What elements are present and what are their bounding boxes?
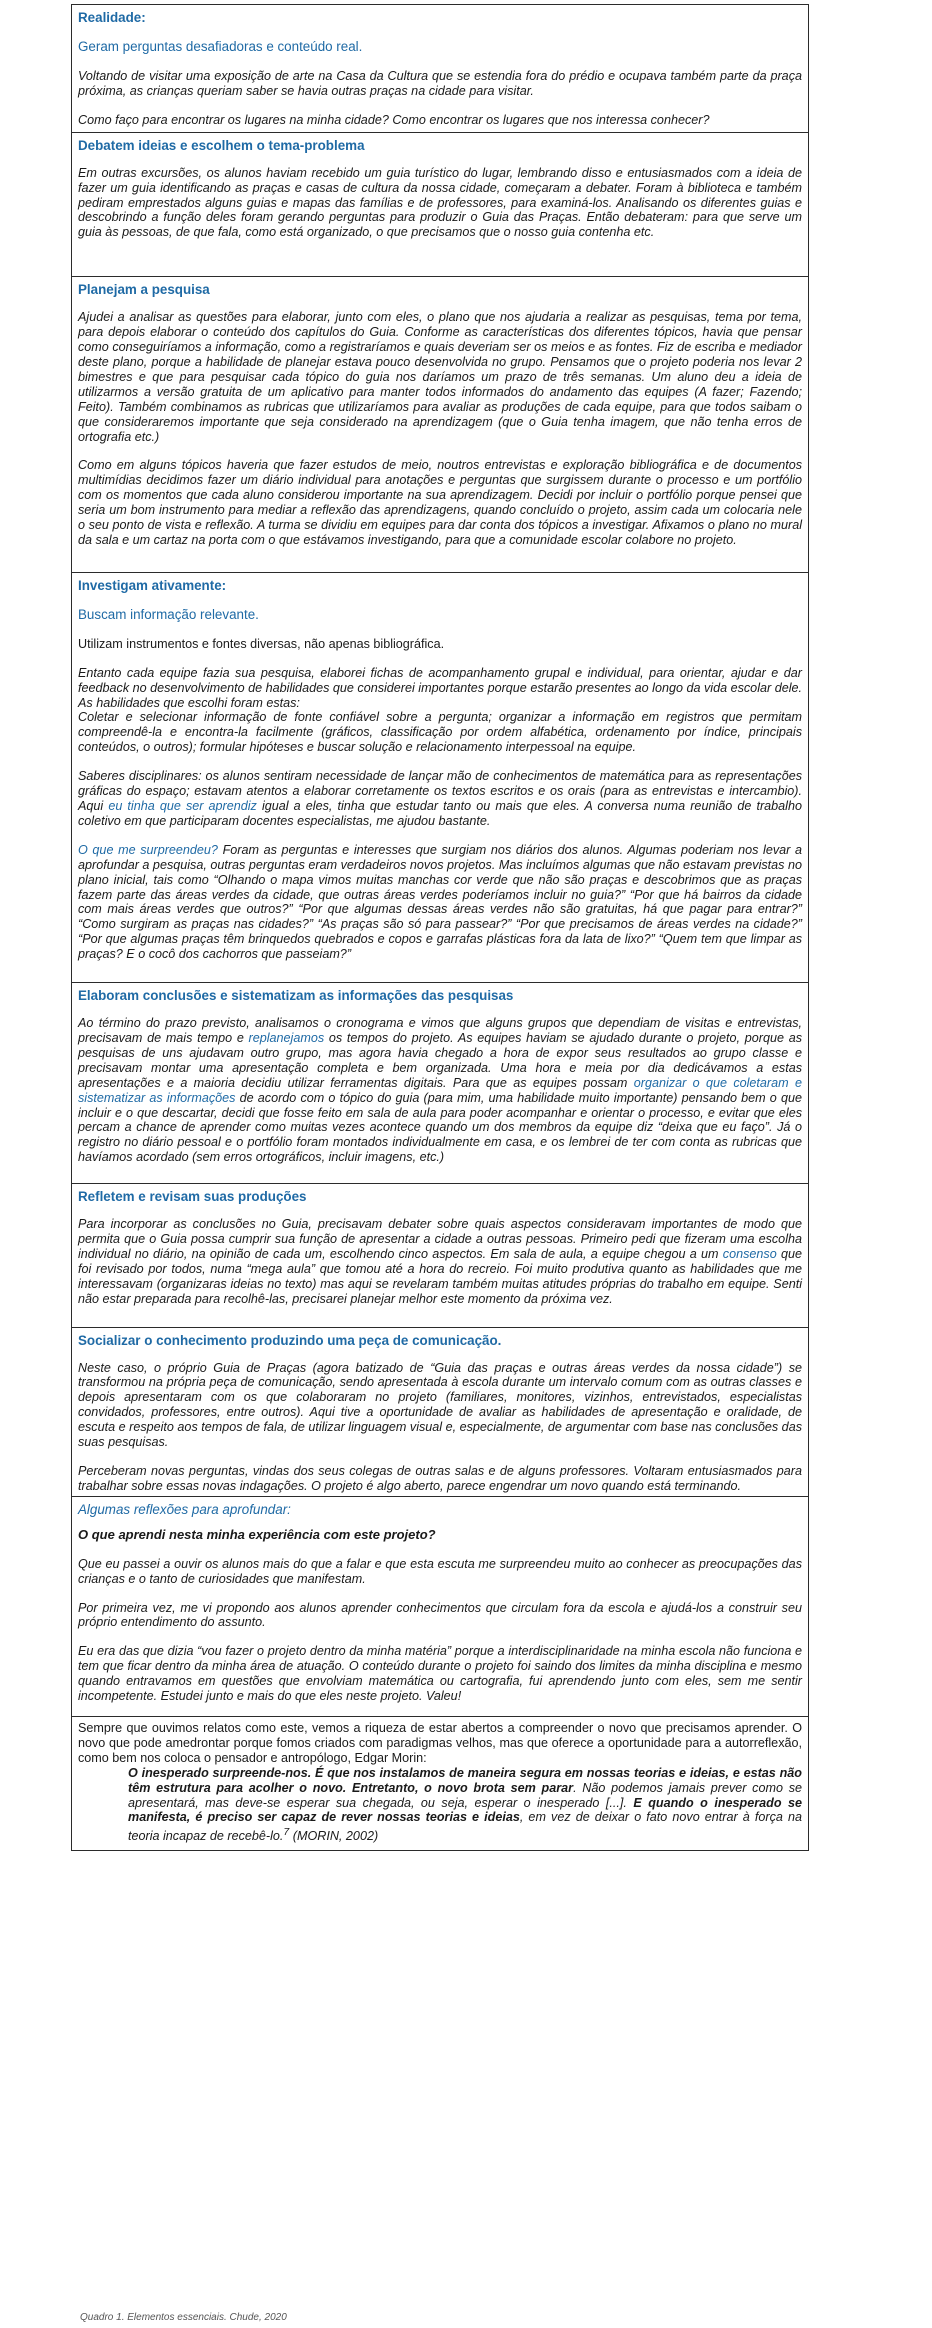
footnote-marker: 7 (283, 1826, 290, 1839)
paragraph: Que eu passei a ouvir os alunos mais do que a falar e que esta escuta me surpreendeu muito ao conhecer as preocupações das crianças e o tanto de curiosidades que manifestam. (78, 1556, 802, 1586)
paragraph: Neste caso, o próprio Guia de Praças (agora batizado de “Guia das praças e outras áreas verdes da nossa cidade”) se transformou na própria peça de comunicação, sendo apresentada à escola durante um intervalo comum com as outras classes e depois apresentaram com os que colaboraram no projeto (familiares, monitores, vizinhos, entrevistados, especialistas convidados, professores, entre outros). Aqui tive a oportunidade de avaliar as habilidades de apresentação e oralidade, de escuta e respeito aos tempos de fala, de utilizar linguagem visual e, especialmente, de argumentar com base nas conclusões das suas pesquisas. (78, 1360, 802, 1450)
text: Para incorporar as conclusões no Guia, precisavam debater sobre quais aspectos consideravam importantes de modo que permita que o Guia possa cumprir sua função de apresentar a cidade a outras pessoas. Primeiro pedi que fizeram uma escolha individual no diário, na opinião de cada um, escolhendo cinco aspectos. Em sala de aula, a equipe chegou a um (78, 1217, 802, 1261)
section-title: Socializar o conhecimento produzindo uma peça de comunicação. (78, 1332, 502, 1348)
text: de acordo com o tópico do guia (para mim, uma habilidade muito importante) pensando bem o que incluir e o que descartar, decidi que fosse feito em sala de aula para poder acompanhar e orientar o processo, e evitar que eles percam a chance de aprender como muitas vezes acontece quando um dos membros da equipe diz “deixa que eu faço”. Já o registro no diário pessoal e o portfólio foram montados individualmente em casa, e os lembrei de ter com conta as rubricas que havíamos acordado (sem erros ortográficos, incluir imagens, etc.) (78, 1090, 802, 1165)
section-title: Investigam ativamente: (78, 577, 227, 593)
section-debatem (71, 132, 809, 277)
quote-bold: O inesperado surpreende-nos. É que nos instalamos de maneira segura em nossas teorias e ideias, e estas não têm estrutura para acolher o novo. Entretanto, o novo brota sem parar (128, 1765, 802, 1795)
paragraph (78, 666, 802, 755)
text: os tempos do projeto. As equipes haviam se ajudado durante o projeto, porque as pesquisas de uns ajudavam outro grupo, mas agora havia chegado a hora de expor seus resultados ao grupo classe e precisavam montar uma apresentação completa e bem organizada. Uma hora e meia por dia dedicávamos a estas apresentações e a maioria decidiu utilizar ferramentas digitais. Para que as equipes possam (78, 1030, 802, 1090)
section-elaboram (71, 982, 809, 1183)
paragraph: Utilizam instrumentos e fontes diversas, não apenas bibliográfica. (78, 636, 445, 651)
text: igual a eles, tinha que estudar tanto ou mais que eles. A conversa numa reunião de trabalho coletivo em que participaram docentes especialistas, me ajudou bastante. (78, 799, 802, 828)
text: Coletar e selecionar informação de fonte confiável sobre a pergunta; organizar a informação em registros que permitam compreendê-la e encontra-la facilmente (gráficos, classificação por ordem alfabética, ordenamento por índice, principais conteúdos, o outros); formular hipóteses e buscar solução e relacionamento interpessoal na equipe. (78, 710, 802, 755)
highlight-text: organizar o que coletaram e sistematizar as informações (78, 1075, 802, 1105)
section-socializar (71, 1327, 809, 1496)
text: Ao término do prazo previsto, analisamos o cronograma e vimos que alguns grupos que dependiam de visitas e entrevistas, precisavam de mais tempo e (78, 1016, 802, 1045)
paragraph: Ajudei a analisar as questões para elaborar, junto com eles, o plano que nos ajudaria a realizar as pesquisas, tema por tema, para depois elaborar o conteúdo dos capítulos do Guia. Conforme as características dos diferentes tópicos, havia que pensar como conseguiríamos a informação, como a registraríamos e quais deveriam ser os meios e as fontes. Fiz de escriba e mediador deste plano, porque a habilidade de planejar estava pouco desenvolvida no grupo. Pensamos que o projeto poderia nos levar 2 bimestres e que para pesquisar cada tópico do guia nos daríamos um prazo de três semanas. Um aluno deu a ideia de utilizarmos a versão gratuita de um aplicativo para manter todos informados do andamento das equipes (A fazer; Fazendo; Feito). Também combinamos as rubricas que utilizaríamos para avaliar as produções de cada equipe, para que todos saibam o que consideraremos importante que seja considerado na aprendizagem (que o Guia tenha imagem, que não tenha erros de ortografia etc.) (78, 310, 802, 444)
section-title: Realidade: (78, 10, 146, 25)
section-conclusion (71, 1716, 809, 1851)
section-title: Elaboram conclusões e sistematizam as informações das pesquisas (78, 988, 514, 1004)
paragraph (78, 769, 802, 829)
section-investigam (71, 572, 809, 982)
quote-bold: E quando o inesperado se manifesta, é preciso ser capaz de rever nossas teorias e ideias (128, 1795, 802, 1825)
section-planejam (71, 276, 809, 572)
section-subtitle: Algumas reflexões para aprofundar: (78, 1501, 291, 1517)
highlight-text: replanejamos (248, 1030, 325, 1045)
section-reflexoes (71, 1496, 809, 1716)
table-caption: Quadro 1. Elementos essenciais. Chude, 2020 (80, 2312, 287, 2323)
section-title: Refletem e revisam suas produções (78, 1189, 307, 1205)
paragraph: Perceberam novas perguntas, vindas dos seus colegas de outras salas e de alguns professores. Voltaram entusiasmados para trabalhar sobre essas novas indagações. O projeto é algo aberto, parece engendrar um novo quando está terminando. (78, 1464, 802, 1493)
paragraph (78, 1217, 802, 1306)
morin-quote (128, 1766, 802, 1845)
paragraph: Voltando de visitar uma exposição de arte na Casa da Cultura que se estendia fora do prédio e ocupava também parte da praça próxima, as crianças queriam saber se havia outras praças na cidade para visitar. (78, 69, 802, 98)
text: Foram as perguntas e interesses que surgiam nos diários dos alunos. Algumas poderiam nos levar a aprofundar a pesquisa, outras perguntas eram verdadeiros novos projetos. Mas incluímos algumas que não estavam previstas no plano inicial, tais como “Olhando o mapa vimos muitas manchas cor verde que não são praças e descobrimos que as praças fazem parte das áreas verdes da cidade, que outras áreas verdes poderíamos incluir no guia?” “Por que há bairros da cidade com mais áreas verdes que outros?” “Por que algumas dessas áreas verdes não são gratuitas, há que pagar para entrar?” “Como surgiram as praças nas cidades?” “As praças são só para passear?” “Por que precisamos de áreas verdes na cidade?” “Por que algumas praças têm brinquedos quebrados e copos e garrafas plásticas fora da lata de lixo?” “Quem tem que limpar as praças? E o cocô dos cachorros que passeiam?” (78, 842, 802, 962)
text: Entanto cada equipe fazia sua pesquisa, elaborei fichas de acompanhamento grupal e individual, para orientar, ajudar e dar feedback no desenvolvimento de habilidades que considerei importantes porque estarão presentes ao longo da vida escolar dele. As habilidades que escolhi foram estas: (78, 665, 802, 710)
paragraph: Como em alguns tópicos haveria que fazer estudos de meio, noutros entrevistas e exploração bibliográfica e de documentos multimídias decidimos fazer um diário individual para anotações e perguntas que surgissem durante o processo e um portfólio com os momentos que cada aluno considerou importante na sua aprendizagem. Decidi por incluir o portfólio porque pensei que seria um bom instrumento para mediar a reflexão das aprendizagens, quando concluído o projeto, assim cada um colocaria nele o seu ponto de vista e reflexão. A turma se dividiu em equipes para dar conta dos tópicos a investigar. Afixamos o plano no mural da sala e um cartaz na porta com o que estávamos investigando, para que a comunidade escolar colabore no projeto. (78, 458, 802, 547)
highlight-text: O que me surpreendeu? (78, 842, 218, 857)
section-subtitle: Buscam informação relevante. (78, 606, 259, 622)
section-subtitle: Geram perguntas desafiadoras e conteúdo real. (78, 39, 363, 54)
text: , em vez de deixar o fato novo entrar à força na teoria incapaz de recebê-lo. (128, 1810, 802, 1844)
text: . Não podemos jamais prever como se apresentará, mas deve-se esperar sua chegada, ou seja, esperar o inesperado [...]. (128, 1780, 802, 1810)
highlight-text: eu tinha que ser aprendiz (108, 799, 257, 813)
section-realidade (71, 4, 809, 132)
paragraph: Sempre que ouvimos relatos como este, vemos a riqueza de estar abertos a compreender o novo que precisamos aprender. O novo que pode amedrontar porque fomos criados com paradigmas velhos, mas que oferece a oportunidade para a autorreflexão, como bem nos coloca o pensador e antropólogo, Edgar Morin: (78, 1720, 802, 1765)
highlight-text: consenso (722, 1246, 777, 1261)
essential-elements-table (71, 4, 809, 1851)
text: Saberes disciplinares: os alunos sentiram necessidade de lançar mão de conhecimentos de matemática para as representações gráficas do espaço; estavam atentos a elaborar corretamente os textos escritos e os orais (para as entrevistas e intercambio). Aqui (78, 769, 802, 813)
guiding-question: Como faço para encontrar os lugares na minha cidade? Como encontrar os lugares que nos interessa conhecer? (78, 112, 710, 127)
section-title: Planejam a pesquisa (78, 282, 210, 298)
paragraph: Por primeira vez, me vi propondo aos alunos aprender conhecimentos que circulam fora da escola e ajudá-los a construir seu próprio entendimento do assunto. (78, 1600, 802, 1630)
paragraph: Em outras excursões, os alunos haviam recebido um guia turístico do lugar, lembrando disso e entusiasmados com a ideia de fazer um guia identificando as praças e casas de cultura da nossa cidade, começaram a debater. Foram à biblioteca e também pediram emprestados alguns guias e mapas das famílias e de professores, para examiná-los. Analisando os diferentes guias e descobrindo a função deles foram gerando perguntas para produzir o Guia das Praças. Então debateram: para que serve um guia às pessoas, de que fala, como está organizado, o que precisamos que o nosso guia contenha etc. (78, 165, 802, 240)
section-refletem (71, 1183, 809, 1326)
text: que foi revisado por todos, numa “mega aula” que tomou até a hora do recreio. Foi muito produtiva quanto as habilidades que me interessavam (organizaras ideias no texto) mas aqui se revelaram também muitas atitudes próprias do trabalho em equipe. Senti não estar preparada para recolhê-las, precisarei planejar melhor este momento da próxima vez. (78, 1246, 802, 1306)
paragraph (78, 1016, 802, 1165)
citation: (MORIN, 2002) (289, 1829, 379, 1844)
reflection-question: O que aprendi nesta minha experiência com este projeto? (78, 1526, 436, 1542)
section-title: Debatem ideias e escolhem o tema-problema (78, 137, 365, 153)
paragraph: Eu era das que dizia “vou fazer o projeto dentro da minha matéria” porque a interdisciplinaridade na minha escola não funciona e tem que ficar dentro da minha área de atuação. O conteúdo durante o projeto foi saindo dos limites da minha disciplina e mesmo quando entravamos em questões que envolviam matemática ou cartografia, fui aprendendo junto com eles, sem me sentir incompetente. Estudei junto e mais do que eles neste projeto. Valeu! (78, 1644, 802, 1704)
paragraph (78, 843, 802, 962)
